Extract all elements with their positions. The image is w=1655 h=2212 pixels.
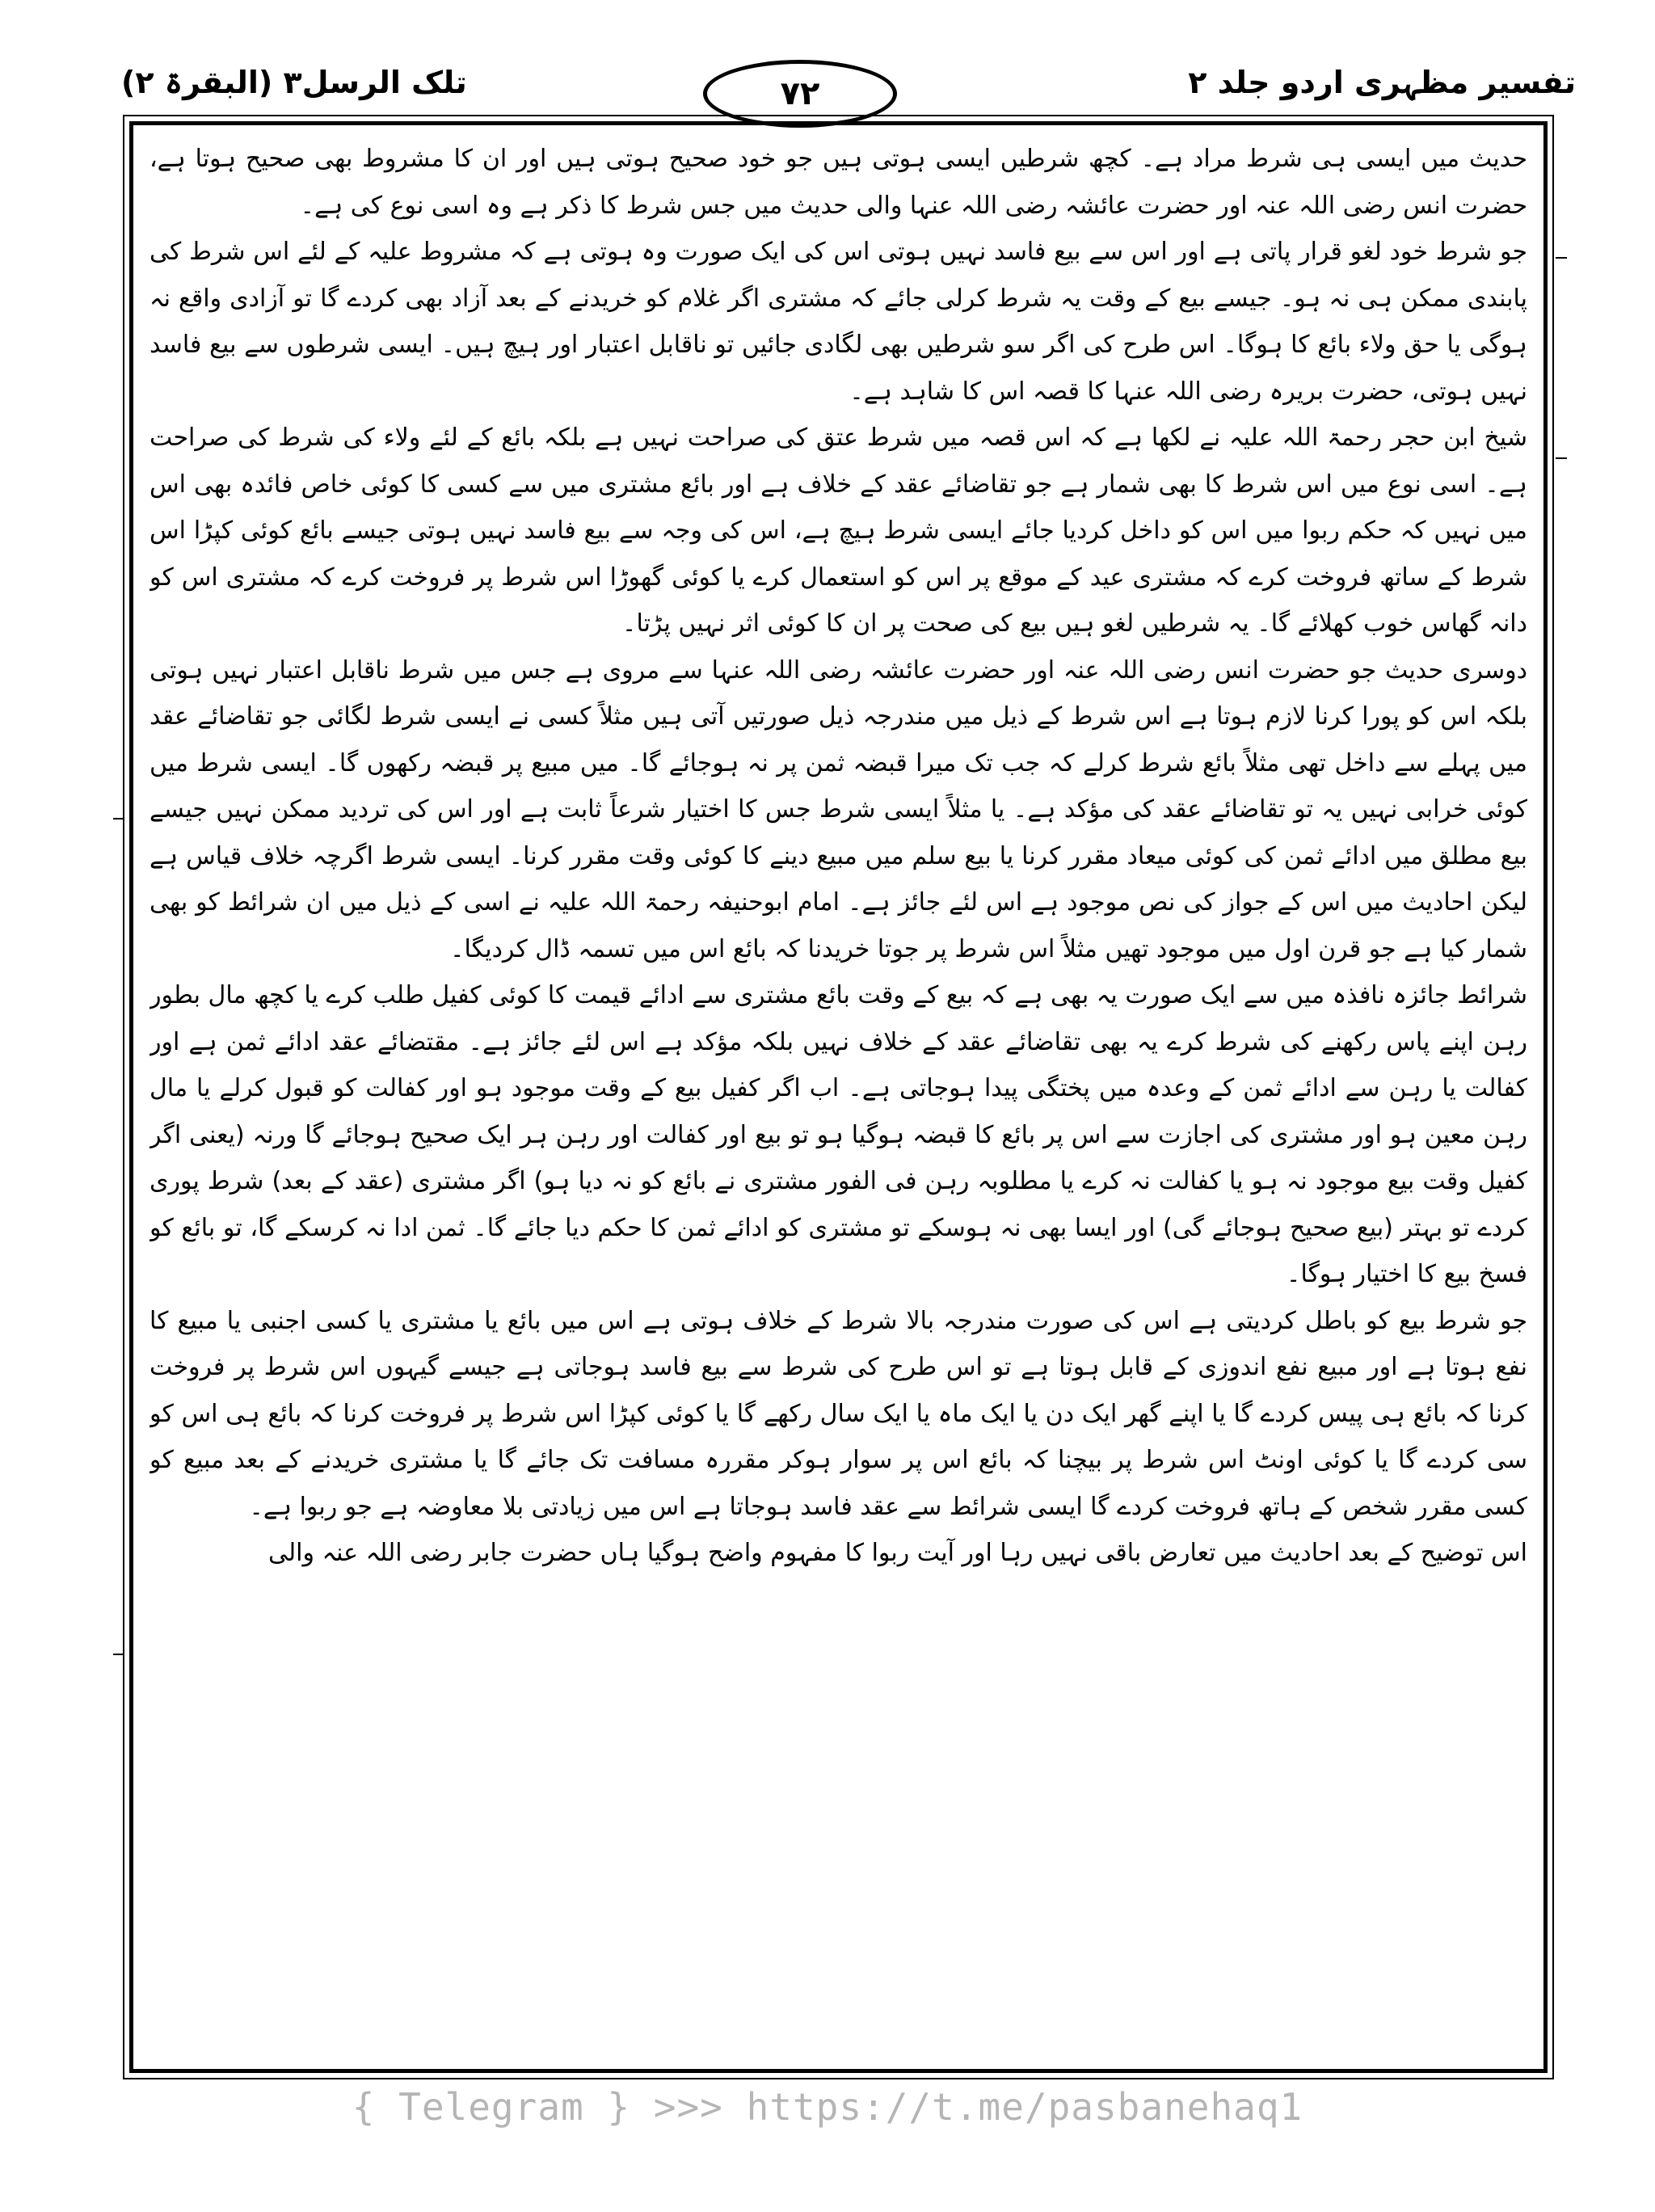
margin-tick	[113, 1654, 124, 1655]
paragraph: جو شرط خود لغو قرار پاتی ہے اور اس سے بیع فاسد نہیں ہوتی اس کی ایک صورت وہ ہوتی ہے کہ مشروط علیہ کے لئے اس شرط کی پابندی ممکن ہی نہ ہو۔ جیسے بیع کے وقت یہ شرط کرلی جائے کہ مشتری اگر غلام کو خریدنے کے بعد آزاد بھی کردے گا تو آزادی واقع نہ ہوگی یا حق ولاء بائع کا ہوگا۔ اس طرح کی اگر سو شرطیں بھی لگادی جائیں تو ناقابل اعتبار اور ہیچ ہیں۔ ایسی شرطوں سے بیع فاسد نہیں ہوتی، حضرت بریرہ رضی اللہ عنہا کا قصہ اس کا شاہد ہے۔	[149, 238, 1527, 406]
body-text	[149, 136, 1527, 2063]
book-title: تفسیر مظہری اردو جلد ۲	[1188, 65, 1576, 100]
page-number: ۷۲	[703, 60, 897, 128]
margin-tick	[1556, 457, 1567, 459]
section-title: تلک الرسل۳ (البقرۃ ۲)	[121, 65, 467, 100]
paragraph: شرائط جائزہ نافذہ میں سے ایک صورت یہ بھی ہے کہ بیع کے وقت بائع مشتری سے ادائے قیمت کا کوئی کفیل طلب کرے یا کچھ مال بطور رہن اپنے پاس رکھنے کی شرط کرے یہ بھی تقاضائے عقد کے خلاف نہیں بلکہ مؤکد ہے اس لئے جائز ہے۔ مقتضائے عقد ادائے ثمن ہے اور کفالت یا رہن سے ادائے ثمن کے وعدہ میں پختگی پیدا ہوجاتی ہے۔ اب اگر کفیل بیع کے وقت موجود ہو اور کفالت کو قبول کرلے یا مال رہن معین ہو اور مشتری کی اجازت سے اس پر بائع کا قبضہ ہوگیا ہو تو بیع اور کفالت اور رہن ہر ایک صحیح ہوجائے گا ورنہ (یعنی اگر کفیل وقت بیع موجود نہ ہو یا کفالت نہ کرے یا مطلوبہ رہن فی الفور مشتری نے بائع کو نہ دیا ہو) اگر مشتری (عقد کے بعد) شرط پوری کردے تو بہتر (بیع صحیح ہوجائے گی) اور ایسا بھی نہ ہوسکے تو مشتری کو ادائے ثمن کا حکم دیا جائے گا۔ ثمن ادا نہ کرسکے گا، تو بائع کو فسخ بیع کا اختیار ہوگا۔	[149, 981, 1527, 1288]
paragraph: شیخ ابن حجر رحمۃ اللہ علیہ نے لکھا ہے کہ اس قصہ میں شرط عتق کی صراحت نہیں ہے بلکہ بائع کے لئے ولاء کی شرط کی صراحت ہے۔ اسی نوع میں اس شرط کا بھی شمار ہے جو تقاضائے عقد کے خلاف ہے اور بائع مشتری میں سے کسی کا کوئی خاص فائدہ بھی اس میں نہیں کہ حکم ربوا میں اس کو داخل کردیا جائے ایسی شرط ہیچ ہے، اس کی وجہ سے بیع فاسد نہیں ہوتی جیسے بائع کوئی کپڑا اس شرط کے ساتھ فروخت کرے کہ مشتری عید کے موقع پر اس کو استعمال کرے یا کوئی گھوڑا اس شرط پر فروخت کرے کہ مشتری اس کو دانہ گھاس خوب کھلائے گا۔ یہ شرطیں لغو ہیں بیع کی صحت پر ان کا کوئی اثر نہیں پڑتا۔	[149, 423, 1527, 638]
paragraph: جو شرط بیع کو باطل کردیتی ہے اس کی صورت مندرجہ بالا شرط کے خلاف ہوتی ہے اس میں بائع یا مشتری یا کسی اجنبی یا مبیع کا نفع ہوتا ہے اور مبیع نفع اندوزی کے قابل ہوتا ہے تو اس طرح کی شرط سے بیع فاسد ہوجاتی ہے جیسے گیہوں اس شرط پر فروخت کرنا کہ بائع ہی پیس کردے گا یا اپنے گھر ایک دن یا ایک ماہ یا ایک سال رکھے گا یا کوئی کپڑا اس شرط پر فروخت کرنا کہ بائع ہی اس کو سی کردے گا یا کوئی اونٹ اس شرط پر بیچنا کہ بائع اس پر سوار ہوکر مقررہ مسافت تک جائے گا یا مشتری خریدنے کے بعد مبیع کو کسی مقرر شخص کے ہاتھ فروخت کردے گا ایسی شرائط سے عقد فاسد ہوجاتا ہے اس میں زیادتی بلا معاوضہ ہے جو ربوا ہے۔	[149, 1306, 1527, 1521]
paragraph: دوسری حدیث جو حضرت انس رضی اللہ عنہ اور حضرت عائشہ رضی اللہ عنہا سے مروی ہے جس میں شرط ناقابل اعتبار نہیں ہوتی بلکہ اس کو پورا کرنا لازم ہوتا ہے اس شرط کے ذیل میں مندرجہ ذیل صورتیں آتی ہیں مثلاً کسی نے ایسی شرط لگائی جو تقاضائے عقد میں پہلے سے داخل تھی مثلاً بائع شرط کرلے کہ جب تک میرا قبضہ ثمن پر نہ ہوجائے گا۔ میں مبیع پر قبضہ رکھوں گا۔ ایسی شرط میں کوئی خرابی نہیں یہ تو تقاضائے عقد کی مؤکد ہے۔ یا مثلاً ایسی شرط جس کا اختیار شرعاً ثابت ہے اور اس کی تردید ممکن نہیں جیسے بیع مطلق میں ادائے ثمن کی کوئی میعاد مقرر کرنا یا بیع سلم میں مبیع دینے کا کوئی وقت مقرر کرنا۔ ایسی شرط اگرچہ خلاف قیاس ہے لیکن احادیث میں اس کے جواز کی نص موجود ہے اس لئے جائز ہے۔ امام ابوحنیفہ رحمۃ اللہ علیہ نے اسی کے ذیل میں ان شرائط کو بھی شمار کیا ہے جو قرن اول میں موجود تھیں مثلاً اس شرط پر جوتا خریدنا کہ بائع اس میں تسمہ ڈال کردیگا۔	[149, 655, 1527, 963]
paragraph: حدیث میں ایسی ہی شرط مراد ہے۔ کچھ شرطیں ایسی ہوتی ہیں جو خود صحیح ہوتی ہیں اور ان کا مشروط بھی صحیح ہوتا ہے، حضرت انس رضی اللہ عنہ اور حضرت عائشہ رضی اللہ عنہا والی حدیث میں جس شرط کا ذکر ہے وہ اسی نوع کی ہے۔	[149, 145, 1527, 220]
margin-tick	[1556, 257, 1567, 259]
paragraph: اس توضیح کے بعد احادیث میں تعارض باقی نہیں رہا اور آیت ربوا کا مفہوم واضح ہوگیا ہاں حضرت جابر رضی اللہ عنہ والی	[268, 1539, 1527, 1567]
telegram-watermark: { Telegram } >>> https://t.me/pasbanehaq1	[352, 2085, 1303, 2129]
margin-tick	[113, 818, 124, 819]
